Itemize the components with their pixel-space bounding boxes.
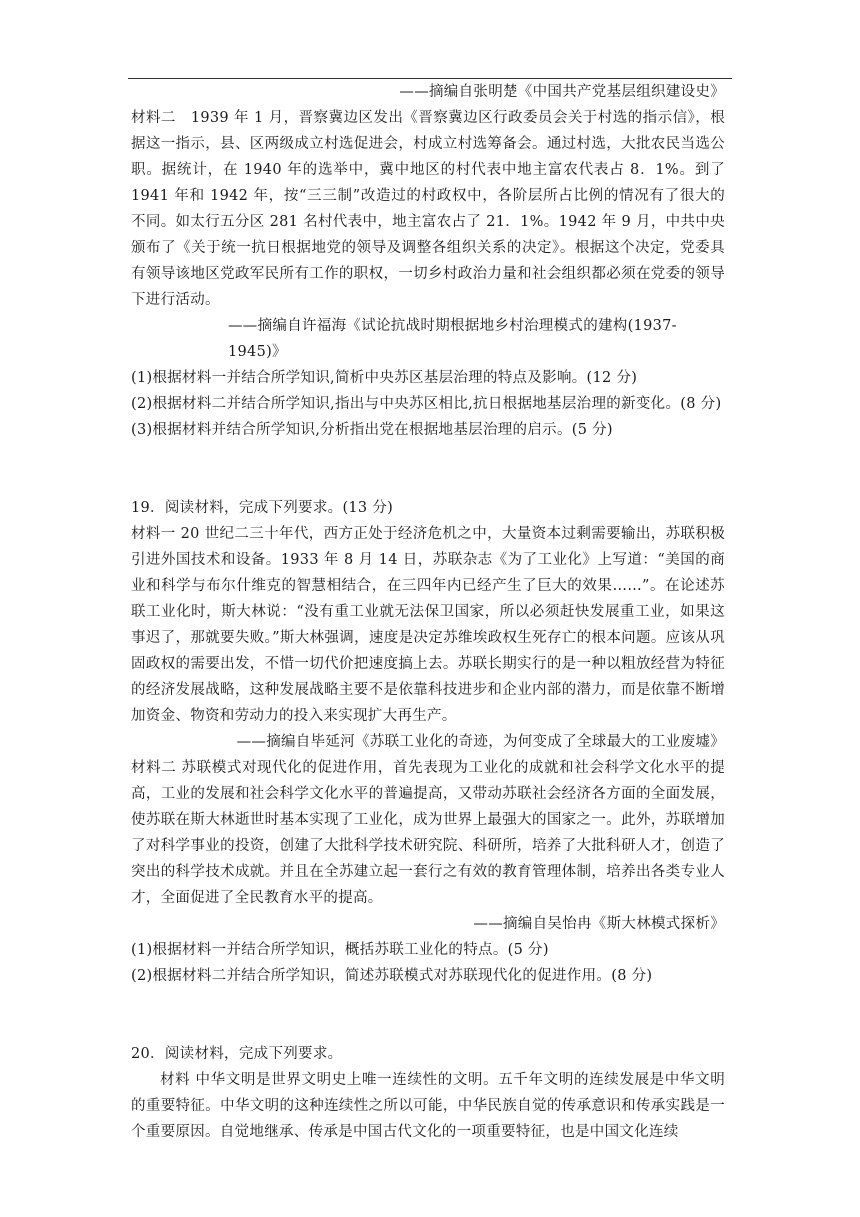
q18-source-1: ——摘编自张明楚《中国共产党基层组织建设史》 xyxy=(399,84,725,100)
q18-material-2: 材料二 1939 年 1 月，晋察冀边区发出《晋察冀边区行政委员会关于村选的指示信》，根据这一指示，县、区两级成立村选促进会，村成立村选筹备会。通过村选，大批农民当选公职。据统计，在 1940 年的选举中，冀中地区的村代表中地主富农代表占 8．1%。到了 1941 年和 1942 年，按“三三制”改造过的村政权中，各阶层所占比例的情况有了很大的不同。如太行五分区 281 名村代表中，地主富农占了 21．1%。1942 年 9 月，中共中央颁布了《关于统一抗日根据地党的领导及调整各组织关系的决定》。根据这个决定，党委具有领导该地区党政军民所有工作的职权，一切乡村政治力量和社会组织都必须在党委的领导下进行活动。 xyxy=(131,110,725,308)
q18-question-3: (3)根据材料并结合所学知识,分析指出党在根据地基层治理的启示。(5 分) xyxy=(131,422,613,438)
q20-heading: 20．阅读材料，完成下列要求。 xyxy=(131,1046,343,1062)
q19-question-1: (1)根据材料一并结合所学知识，概括苏联工业化的特点。(5 分) xyxy=(131,942,549,958)
page-content xyxy=(131,79,725,1145)
spacer xyxy=(131,443,725,495)
q19-material-1: 材料一 20 世纪二三十年代，西方正处于经济危机之中，大量资本过剩需要输出，苏联积极引进外国技术和设备。1933 年 8 月 14 日，苏联杂志《为了工业化》上写道：“美国的商业和科学与布尔什维克的智慧相结合，在三四年内已经产生了巨大的效果……”。在论述苏联工业化时，斯大林说：“没有重工业就无法保卫国家，所以必须赶快发展重工业，如果这事迟了，那就要失败。”斯大林强调，速度是决定苏维埃政权生死存亡的根本问题。应该从巩固政权的需要出发，不惜一切代价把速度搞上去。苏联长期实行的是一种以粗放经营为特征的经济发展战略，这种发展战略主要不是依靠科技进步和企业内部的潜力，而是依靠不断增加资金、物资和劳动力的投入来实现扩大再生产。 xyxy=(131,526,725,724)
spacer xyxy=(131,989,725,1041)
q20-material: 材料 中华文明是世界文明史上唯一连续性的文明。五千年文明的连续发展是中华文明的重要特征。中华文明的这种连续性之所以可能，中华民族自觉的传承意识和传承实践是一个重要原因。自觉地继承、传承是中国古代文化的一项重要特征，也是中国文化连续 xyxy=(131,1072,725,1140)
q19-source-2: ——摘编自吴怡冉《斯大林模式探析》 xyxy=(473,916,725,932)
q19-material-2: 材料二 苏联模式对现代化的促进作用，首先表现为工业化的成就和社会科学文化水平的提高，工业的发展和社会科学文化水平的普遍提高，又带动苏联社会经济各方面的全面发展，使苏联在斯大林逝世时基本实现了工业化，成为世界上最强大的国家之一。此外，苏联增加了对科学事业的投资，创建了大批科学技术研究院、科研所，培养了大批科研人才，创造了突出的科学技术成就。并且在全苏建立起一套行之有效的教育管理体制，培养出各类专业人才，全面促进了全民教育水平的提高。 xyxy=(131,760,725,906)
q19-question-2: (2)根据材料二并结合所学知识，简述苏联模式对苏联现代化的促进作用。(8 分) xyxy=(131,968,653,984)
q18-question-2: (2)根据材料二并结合所学知识,指出与中央苏区相比,抗日根据地基层治理的新变化。(8 分) xyxy=(131,396,722,412)
q18-question-1: (1)根据材料一并结合所学知识,简析中央苏区基层治理的特点及影响。(12 分) xyxy=(131,370,638,386)
q18-source-2: ——摘编自许福海《试论抗战时期根据地乡村治理模式的建构(1937-1945)》 xyxy=(228,318,677,360)
q19-source-1: ——摘编自毕延河《苏联工业化的奇迹，为何变成了全球最大的工业废墟》 xyxy=(236,734,725,750)
q19-heading: 19．阅读材料，完成下列要求。(13 分) xyxy=(131,500,394,516)
